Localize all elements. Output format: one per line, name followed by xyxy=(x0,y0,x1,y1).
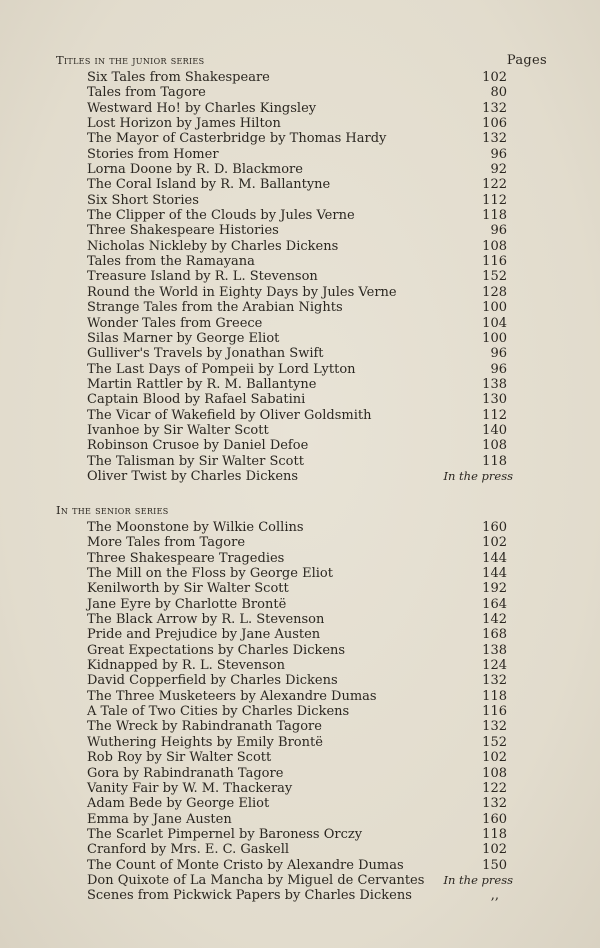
page-count: 80 xyxy=(490,85,507,101)
page-count: 108 xyxy=(482,438,507,454)
book-title: The Vicar of Wakefield by Oliver Goldsmith xyxy=(87,407,372,423)
page-count: 132 xyxy=(482,796,507,812)
page-count: 124 xyxy=(482,658,507,674)
page-count: 96 xyxy=(490,146,507,162)
page-count: 102 xyxy=(482,750,507,766)
book-title: Round the World in Eighty Days by Jules Verne xyxy=(87,284,397,300)
list-item xyxy=(87,842,507,857)
page-count: 142 xyxy=(482,612,507,628)
list-item xyxy=(87,362,507,377)
book-title: Kenilworth by Sir Walter Scott xyxy=(87,581,289,597)
book-title: Westward Ho! by Charles Kingsley xyxy=(87,100,317,116)
book-title: More Tales from Tagore xyxy=(87,535,246,551)
book-title: Nicholas Nickleby by Charles Dickens xyxy=(87,238,339,254)
junior-series-list xyxy=(87,70,513,484)
book-title: The Clipper of the Clouds by Jules Verne xyxy=(87,208,355,224)
book-title: Oliver Twist by Charles Dickens xyxy=(87,468,299,484)
list-item xyxy=(87,377,507,392)
book-title: Robinson Crusoe by Daniel Defoe xyxy=(87,438,309,454)
pages-column-label: Pages xyxy=(506,53,547,68)
list-item xyxy=(87,269,507,284)
book-title: Great Expectations by Charles Dickens xyxy=(87,642,346,658)
junior-series-header xyxy=(56,53,547,68)
page-count: 128 xyxy=(482,284,507,300)
book-title: A Tale of Two Cities by Charles Dickens xyxy=(87,704,350,720)
list-item xyxy=(87,316,507,331)
book-title: Pride and Prejudice by Jane Austen xyxy=(87,627,321,643)
list-item xyxy=(87,658,507,673)
list-item xyxy=(87,239,507,254)
list-item xyxy=(87,689,507,704)
page-count: 152 xyxy=(482,269,507,285)
page-count: 102 xyxy=(482,70,507,85)
book-title: Wuthering Heights by Emily Brontë xyxy=(87,734,323,750)
list-item xyxy=(87,704,507,719)
page-count: 116 xyxy=(482,704,507,720)
book-title: Kidnapped by R. L. Stevenson xyxy=(87,658,285,674)
page-count: 122 xyxy=(482,177,507,193)
book-title: Tales from the Ramayana xyxy=(87,254,255,270)
page-count: 118 xyxy=(482,453,507,469)
book-title: The Moonstone by Wilkie Collins xyxy=(87,520,304,535)
page-count: 138 xyxy=(482,642,507,658)
list-item xyxy=(87,597,507,612)
book-title: The Count of Monte Cristo by Alexandre Dumas xyxy=(87,857,404,873)
page-count: 132 xyxy=(482,100,507,116)
book-title: Treasure Island by R. L. Stevenson xyxy=(87,269,318,285)
page-count: 118 xyxy=(482,208,507,224)
list-item xyxy=(87,766,507,781)
list-item xyxy=(87,223,507,238)
book-title: Wonder Tales from Greece xyxy=(87,315,263,331)
book-title: The Black Arrow by R. L. Stevenson xyxy=(87,612,325,628)
list-item xyxy=(87,643,507,658)
page-count: 96 xyxy=(490,361,507,377)
book-title: The Scarlet Pimpernel by Baroness Orczy xyxy=(87,826,363,842)
page-count: 108 xyxy=(482,238,507,254)
list-item xyxy=(87,177,507,192)
page-count: 160 xyxy=(482,811,507,827)
book-title: Vanity Fair by W. M. Thackeray xyxy=(87,780,293,796)
list-item xyxy=(87,468,513,484)
book-title: Three Shakespeare Tragedies xyxy=(87,550,285,566)
list-item xyxy=(87,131,507,146)
list-item xyxy=(87,392,507,407)
list-item xyxy=(87,735,507,750)
list-item xyxy=(87,85,507,100)
page-count: 100 xyxy=(482,300,507,316)
book-title: Don Quixote of La Mancha by Miguel de Cervantes xyxy=(87,872,425,888)
page-count: 112 xyxy=(482,192,507,208)
book-title: Martin Rattler by R. M. Ballantyne xyxy=(87,376,317,392)
page-count: In the press xyxy=(443,468,513,483)
page-count: 192 xyxy=(482,581,507,597)
book-title: Stories from Homer xyxy=(87,146,219,162)
book-title: Cranford by Mrs. E. C. Gaskell xyxy=(87,842,290,858)
page-count: 130 xyxy=(482,392,507,408)
page-count: 164 xyxy=(482,596,507,612)
list-item xyxy=(87,70,507,85)
book-title: Six Short Stories xyxy=(87,192,199,208)
page-count: 152 xyxy=(482,734,507,750)
list-item xyxy=(87,423,507,438)
list-item xyxy=(87,438,507,453)
book-title: The Wreck by Rabindranath Tagore xyxy=(87,719,322,735)
page-count: 160 xyxy=(482,520,507,535)
page-count: 150 xyxy=(482,857,507,873)
list-item xyxy=(87,827,507,842)
book-title: The Talisman by Sir Walter Scott xyxy=(87,453,304,469)
list-item xyxy=(87,872,513,888)
list-item xyxy=(87,627,507,642)
page-count: 102 xyxy=(482,535,507,551)
book-title: The Mayor of Casterbridge by Thomas Hardy xyxy=(87,131,387,147)
page-count: In the press xyxy=(443,872,513,887)
list-item xyxy=(87,520,507,535)
list-item xyxy=(87,454,507,469)
list-item xyxy=(87,147,507,162)
page-count: 132 xyxy=(482,719,507,735)
book-title: Ivanhoe by Sir Walter Scott xyxy=(87,422,269,438)
book-title: The Three Musketeers by Alexandre Dumas xyxy=(87,688,377,704)
list-item xyxy=(87,208,507,223)
book-title: Strange Tales from the Arabian Nights xyxy=(87,300,343,316)
book-title: Tales from Tagore xyxy=(87,85,206,101)
page-count: 132 xyxy=(482,131,507,147)
list-item xyxy=(87,285,507,300)
list-item xyxy=(87,781,507,796)
book-title: Scenes from Pickwick Papers by Charles Dickens xyxy=(87,888,412,904)
list-item xyxy=(87,858,507,873)
junior-series-heading: Titles in the junior series xyxy=(56,53,205,67)
list-item xyxy=(87,673,507,688)
page-count: 140 xyxy=(482,422,507,438)
list-item xyxy=(87,331,507,346)
book-title: Six Tales from Shakespeare xyxy=(87,70,270,85)
page-count: 108 xyxy=(482,765,507,781)
list-item xyxy=(87,719,507,734)
page-count: 144 xyxy=(482,550,507,566)
page-count: 116 xyxy=(482,254,507,270)
list-item xyxy=(87,888,507,903)
book-title: Three Shakespeare Histories xyxy=(87,223,279,239)
page-count: 144 xyxy=(482,566,507,582)
book-title: Lost Horizon by James Hilton xyxy=(87,116,281,132)
page-count: 132 xyxy=(482,673,507,689)
list-item xyxy=(87,750,507,765)
page-count: 96 xyxy=(490,223,507,239)
list-item xyxy=(87,162,507,177)
book-title: The Mill on the Floss by George Eliot xyxy=(87,566,333,582)
page-count: ,, xyxy=(490,888,499,904)
list-item xyxy=(87,566,507,581)
page-count: 118 xyxy=(482,826,507,842)
list-item xyxy=(87,300,507,315)
page-count: 168 xyxy=(482,627,507,643)
page-count: 96 xyxy=(490,346,507,362)
book-title: Emma by Jane Austen xyxy=(87,811,232,827)
list-item xyxy=(87,796,507,811)
list-item xyxy=(87,535,507,550)
list-item xyxy=(87,581,507,596)
book-title: Captain Blood by Rafael Sabatini xyxy=(87,392,306,408)
book-title: Adam Bede by George Eliot xyxy=(87,796,270,812)
book-title: The Last Days of Pompeii by Lord Lytton xyxy=(87,361,356,377)
book-title: Rob Roy by Sir Walter Scott xyxy=(87,750,272,766)
page-count: 102 xyxy=(482,842,507,858)
page-count: 106 xyxy=(482,116,507,132)
list-item xyxy=(87,346,507,361)
list-item xyxy=(87,254,507,269)
list-item xyxy=(87,408,507,423)
book-title: Gora by Rabindranath Tagore xyxy=(87,765,284,781)
book-title: The Coral Island by R. M. Ballantyne xyxy=(87,177,331,193)
list-item xyxy=(87,193,507,208)
list-item xyxy=(87,551,507,566)
book-title: Lorna Doone by R. D. Blackmore xyxy=(87,162,303,178)
page-count: 92 xyxy=(490,162,507,178)
page-count: 138 xyxy=(482,376,507,392)
book-title: Gulliver's Travels by Jonathan Swift xyxy=(87,346,324,362)
page-count: 122 xyxy=(482,780,507,796)
list-item xyxy=(87,612,507,627)
senior-series-list xyxy=(87,520,513,904)
list-item xyxy=(87,101,507,116)
book-title: Jane Eyre by Charlotte Brontë xyxy=(87,596,287,612)
senior-series-header xyxy=(56,503,540,517)
page-count: 100 xyxy=(482,330,507,346)
senior-series-heading: In the senior series xyxy=(56,503,169,517)
page-count: 112 xyxy=(482,407,507,423)
book-title: David Copperfield by Charles Dickens xyxy=(87,673,338,689)
list-item xyxy=(87,812,507,827)
book-title: Silas Marner by George Eliot xyxy=(87,330,280,346)
list-item xyxy=(87,116,507,131)
page-count: 118 xyxy=(482,688,507,704)
page-count: 104 xyxy=(482,315,507,331)
